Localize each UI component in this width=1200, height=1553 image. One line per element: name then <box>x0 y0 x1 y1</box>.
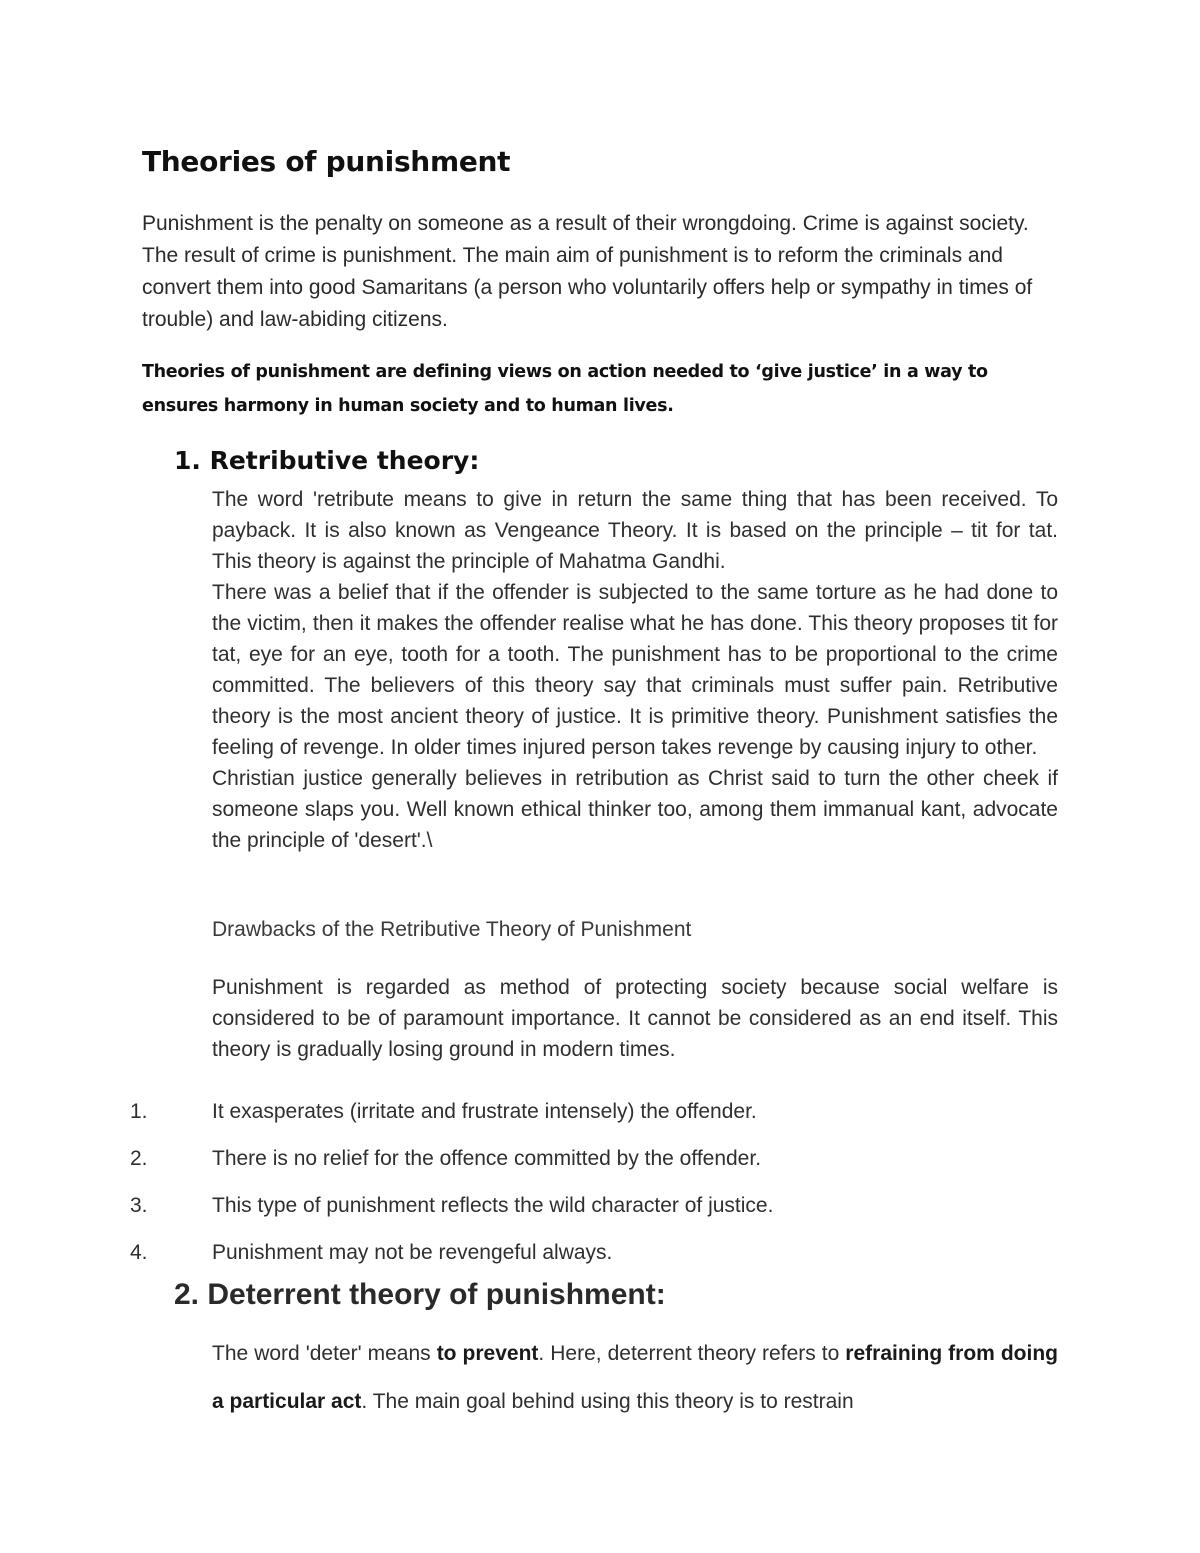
deterrent-text: The word 'deter' means <box>212 1342 437 1365</box>
intro-paragraph: Punishment is the penalty on someone as a result of their wrongdoing. Crime is against society. The result of crime is punishment. The main aim of punishment is to reform the criminals and convert them into good Samaritans (a person who voluntarily offers help or sympathy in times of trouble) and law-abiding citizens. <box>142 212 1033 331</box>
list-text: There is no relief for the offence committed by the offender. <box>212 1147 762 1170</box>
list-number: 2. <box>130 1147 148 1170</box>
list-text: It exasperates (irritate and frustrate intensely) the offender. <box>212 1100 757 1123</box>
retributive-paragraph: Christian justice generally believes in retribution as Christ said to turn the other cheek if someone slaps you. Well known ethical thinker too, among them immanual kant, advocate the principle of 'desert'.\ <box>212 767 1058 852</box>
retributive-body <box>212 484 1058 856</box>
drawbacks-title: Drawbacks of the Retributive Theory of Punishment <box>212 918 692 941</box>
deterrent-text: . The main goal behind using this theory is to restrain <box>361 1390 854 1413</box>
deterrent-heading: 2. Deterrent theory of punishment: <box>174 1278 666 1311</box>
deterrent-text: . Here, deterrent theory refers to <box>538 1342 846 1365</box>
list-text: Punishment may not be revengeful always. <box>212 1241 613 1264</box>
list-number: 3. <box>130 1194 148 1217</box>
retributive-paragraph: There was a belief that if the offender is subjected to the same torture as he had done to the victim, then it makes the offender realise what he has done. This theory proposes tit for tat, eye for an eye, tooth for a tooth. The punishment has to be proportional to the crime committed. The believers of this theory say that criminals must suffer pain. Retributive theory is the most ancient theory of justice. It is primitive theory. Punishment satisfies the feeling of revenge. In older times injured person takes revenge by causing injury to other. <box>212 581 1058 759</box>
list-number: 1. <box>130 1100 148 1123</box>
deterrent-bold-text: refraining from doing a particular act <box>212 1342 1058 1413</box>
deterrent-paragraph <box>212 1330 1058 1426</box>
retributive-heading: 1. Retributive theory: <box>174 446 480 475</box>
deterrent-bold-text: to prevent <box>436 1342 539 1365</box>
list-text: This type of punishment reflects the wild character of justice. <box>212 1194 774 1217</box>
page-title: Theories of punishment <box>142 145 511 178</box>
retributive-paragraph: The word 'retribute means to give in return the same thing that has been received. To payback. It is also known as Vengeance Theory. It is based on the principle – tit for tat. This theory is against the principle of Mahatma Gandhi. <box>212 488 1058 573</box>
bold-intro-paragraph: Theories of punishment are defining views on action needed to ‘give justice’ in a way to ensures harmony in human society and to human lives. <box>142 362 988 416</box>
list-number: 4. <box>130 1241 148 1264</box>
drawbacks-paragraph: Punishment is regarded as method of protecting society because social welfare is considered to be of paramount importance. It cannot be considered as an end itself. This theory is gradually losing ground in modern times. <box>212 976 1058 1061</box>
